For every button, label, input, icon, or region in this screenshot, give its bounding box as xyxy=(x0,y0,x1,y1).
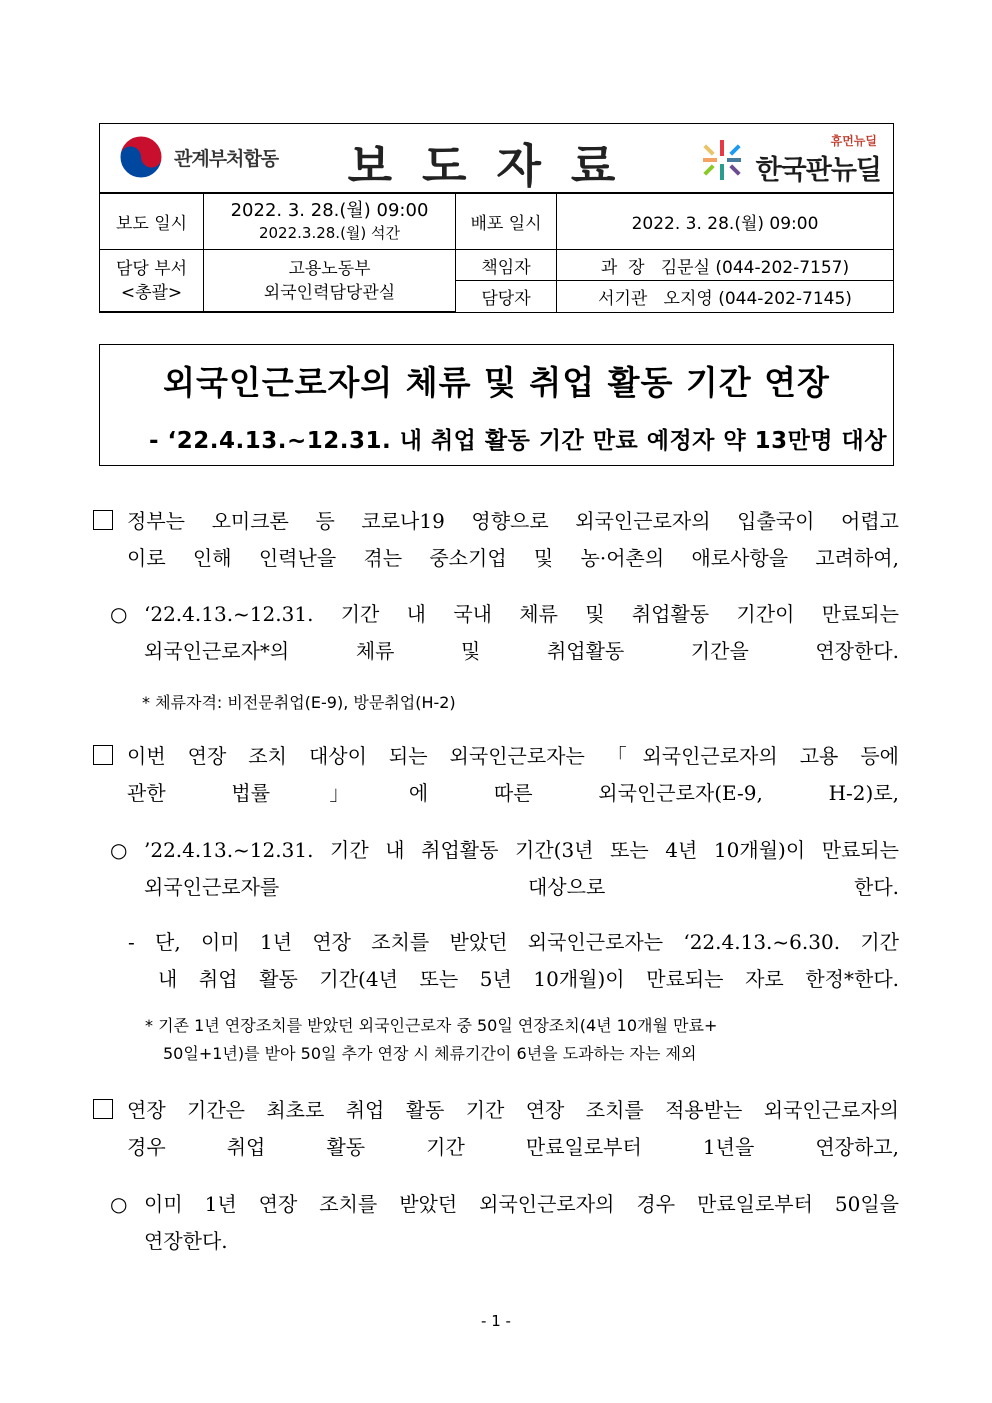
staff-label: 담당자 xyxy=(456,281,557,312)
checkbox-bullet xyxy=(93,1099,113,1119)
staff-value: 서기관 오지영 (044-202-7145) xyxy=(557,281,894,312)
paragraph-3 xyxy=(93,1092,899,1166)
dist-label: 배포 일시 xyxy=(456,194,557,250)
note-1: * 체류자격: 비전문취업(E-9), 방문취업(H-2) xyxy=(142,693,456,712)
p2-line-2: 관한 법률」에 따른 외국인근로자(E-9, H-2)로, xyxy=(127,781,899,805)
note-2-line-2: 50일+1년)를 받아 50일 추가 연장 시 체류기간이 6년을 도과하는 자는 제외 xyxy=(163,1044,697,1063)
p3a-line-1: 이미 1년 연장 조치를 받았던 외국인근로자의 경우 만료일로부터 50일을 xyxy=(144,1192,899,1216)
checkbox-bullet xyxy=(93,745,113,765)
dept-label xyxy=(100,250,204,312)
paragraph-2a xyxy=(110,832,899,906)
p1a-line-1: ‘22.4.13.~12.31. 기간 내 국내 체류 및 취업활동 기간이 만료되는 xyxy=(144,602,899,626)
newdeal-logo xyxy=(701,132,881,184)
circle-bullet: ○ xyxy=(110,602,128,626)
p2a-line-1: ’22.4.13.~12.31. 기간 내 취업활동 기간(3년 또는 4년 10개월)이 만료되는 xyxy=(144,838,899,862)
paragraph-2 xyxy=(93,738,899,812)
headline-box xyxy=(99,344,894,466)
release-value-1: 2022. 3. 28.(월) 09:00 xyxy=(230,199,429,221)
p2b-line-2: 내 취업 활동 기간(4년 또는 5년 10개월)이 만료되는 자로 한정*한다. xyxy=(158,967,899,991)
release-label: 보도 일시 xyxy=(100,194,204,250)
page-number: - 1 - xyxy=(481,1312,511,1330)
release-value xyxy=(204,194,456,250)
p1-line-1: 정부는 오미크론 등 코로나19 영향으로 외국인근로자의 입출국이 어렵고 xyxy=(127,509,899,533)
ministry-name: 관계부처합동 xyxy=(174,147,279,170)
circle-bullet: ○ xyxy=(110,838,128,862)
checkbox-bullet xyxy=(93,510,113,530)
note-2 xyxy=(145,1012,717,1068)
document-title: 보도자료 xyxy=(347,139,646,193)
p2b-line-1: - 단, 이미 1년 연장 조치를 받았던 외국인근로자는 ‘22.4.13.~6.30. 기간 xyxy=(128,930,899,954)
dept-value xyxy=(204,250,456,312)
dist-value: 2022. 3. 28.(월) 09:00 xyxy=(557,194,894,250)
dept-label-2: <총괄> xyxy=(120,282,183,303)
resp-value: 과 장 김문실 (044-202-7157) xyxy=(557,250,894,281)
p1a-line-2: 외국인근로자*의 체류 및 취업활동 기간을 연장한다. xyxy=(144,639,899,663)
paragraph-2b xyxy=(128,924,899,998)
p3-line-2: 경우 취업 활동 기간 만료일로부터 1년을 연장하고, xyxy=(127,1135,899,1159)
info-table xyxy=(100,193,893,312)
note-2-line-1: * 기존 1년 연장조치를 받았던 외국인근로자 중 50일 연장조치(4년 10개월 만료+ xyxy=(145,1016,718,1035)
header-top xyxy=(100,124,893,193)
circle-bullet: ○ xyxy=(110,1192,128,1216)
headline-subtitle: - ‘22.4.13.~12.31. 내 취업 활동 기간 만료 예정자 약 13만명 대상 xyxy=(148,428,887,454)
newdeal-big-label: 한국판뉴딜 xyxy=(755,155,881,186)
p1-line-2: 이로 인해 인력난을 겪는 중소기업 및 농·어촌의 애로사항을 고려하여, xyxy=(127,546,899,570)
dept-value-2: 외국인력담당관실 xyxy=(263,282,396,303)
paragraph-1a xyxy=(110,596,899,670)
release-value-2: 2022.3.28.(월) 석간 xyxy=(258,223,401,242)
newdeal-small-label: 휴먼뉴딜 xyxy=(830,134,877,148)
resp-label: 책임자 xyxy=(456,250,557,281)
headline-title: 외국인근로자의 체류 및 취업 활동 기간 연장 xyxy=(163,363,830,402)
press-header xyxy=(99,123,894,313)
newdeal-star-icon xyxy=(701,138,743,182)
p3a-line-2: 연장한다. xyxy=(144,1229,228,1253)
dept-value-1: 고용노동부 xyxy=(288,258,371,279)
p3-line-1: 연장 기간은 최초로 취업 활동 기간 연장 조치를 적용받는 외국인근로자의 xyxy=(127,1098,899,1122)
dept-label-1: 담당 부서 xyxy=(115,258,188,279)
p2a-line-2: 외국인근로자를 대상으로 한다. xyxy=(144,875,899,899)
paragraph-1 xyxy=(93,503,899,577)
p2-line-1: 이번 연장 조치 대상이 되는 외국인근로자는 「외국인근로자의 고용 등에 xyxy=(127,744,899,768)
paragraph-3a xyxy=(110,1186,899,1260)
